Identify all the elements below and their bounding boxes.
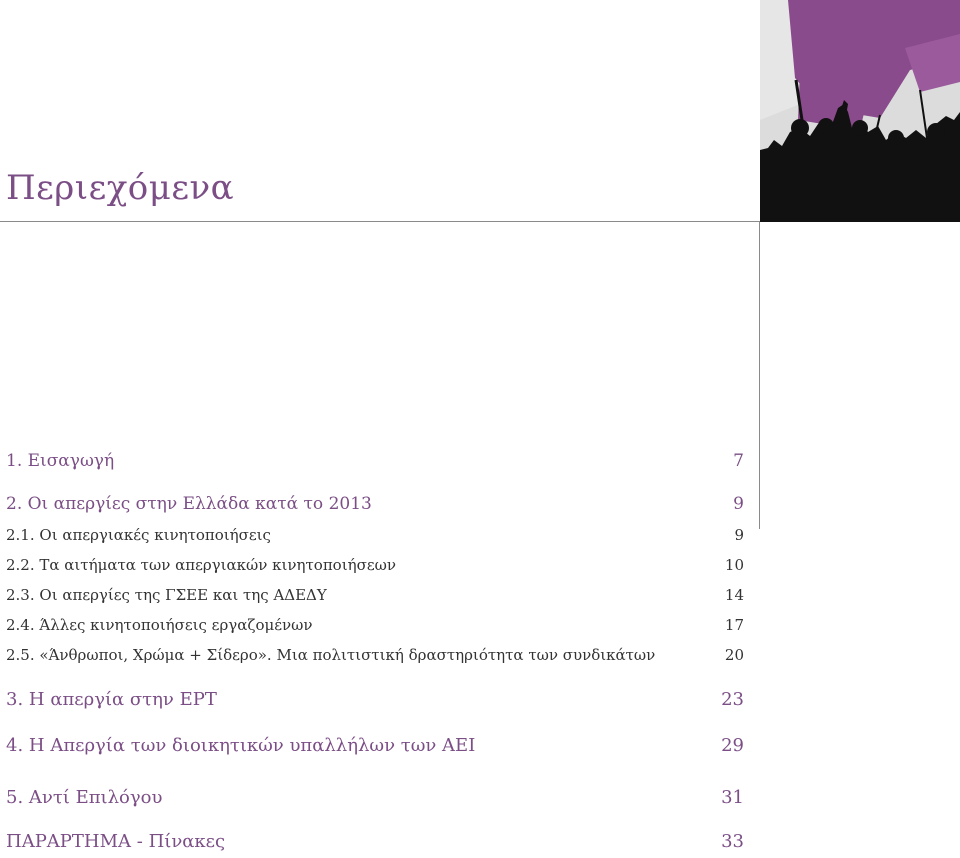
- toc-entry[interactable]: [6, 616, 744, 634]
- toc-entry-page: 9: [733, 494, 744, 514]
- toc-entry-label: 2.3. Οι απεργίες της ΓΣΕΕ και της ΑΔΕΔΥ: [6, 586, 327, 604]
- toc-entry-page: 31: [721, 787, 744, 808]
- toc-entry[interactable]: [6, 689, 744, 710]
- toc-entry-label: 5. Αντί Επιλόγου: [6, 787, 163, 808]
- toc-entry-page: 29: [721, 735, 744, 756]
- toc-entry-page: 33: [721, 831, 744, 852]
- toc-entry-label: ΠΑΡΑΡΤΗΜΑ - Πίνακες: [6, 831, 226, 852]
- toc-entry-page: 20: [724, 646, 744, 664]
- toc-entry-label: 4. Η Απεργία των διοικητικών υπαλλήλων των ΑΕΙ: [6, 735, 476, 756]
- toc-entry-page: 10: [724, 556, 744, 574]
- toc-entry[interactable]: [6, 787, 744, 808]
- toc-entry-label: 1. Εισαγωγή: [6, 451, 115, 471]
- toc-entry[interactable]: [6, 586, 744, 604]
- toc-entry[interactable]: [6, 556, 744, 574]
- toc-entry[interactable]: [6, 451, 744, 471]
- divider-horizontal: [0, 221, 760, 222]
- page-title: Περιεχόμενα: [6, 168, 235, 208]
- protest-crowd-icon: [760, 0, 960, 222]
- toc-entry-label: 2.2. Τα αιτήματα των απεργιακών κινητοποιήσεων: [6, 556, 396, 574]
- divider-vertical: [759, 221, 760, 529]
- toc-entry-label: 2.1. Οι απεργιακές κινητοποιήσεις: [6, 526, 271, 544]
- toc-entry[interactable]: [6, 646, 744, 664]
- toc-entry-page: 14: [724, 586, 744, 604]
- toc-entry[interactable]: [6, 494, 744, 514]
- toc-entry[interactable]: [6, 735, 744, 756]
- toc-entry-page: 23: [721, 689, 744, 710]
- toc-entry-label: 2.4. Άλλες κινητοποιήσεις εργαζομένων: [6, 616, 313, 634]
- protest-banner-image: [760, 0, 960, 222]
- toc-entry[interactable]: [6, 831, 744, 852]
- toc-entry-page: 9: [734, 526, 744, 544]
- toc-entry-label: 2.5. «Άνθρωποι, Χρώμα + Σίδερο». Μια πολιτιστική δραστηριότητα των συνδικάτων: [6, 646, 656, 664]
- toc-entry-page: 7: [733, 451, 744, 471]
- toc-entry-label: 2. Οι απεργίες στην Ελλάδα κατά το 2013: [6, 494, 372, 514]
- toc-entry[interactable]: [6, 526, 744, 544]
- toc-entry-page: 17: [724, 616, 744, 634]
- toc-entry-label: 3. Η απεργία στην ΕΡΤ: [6, 689, 217, 710]
